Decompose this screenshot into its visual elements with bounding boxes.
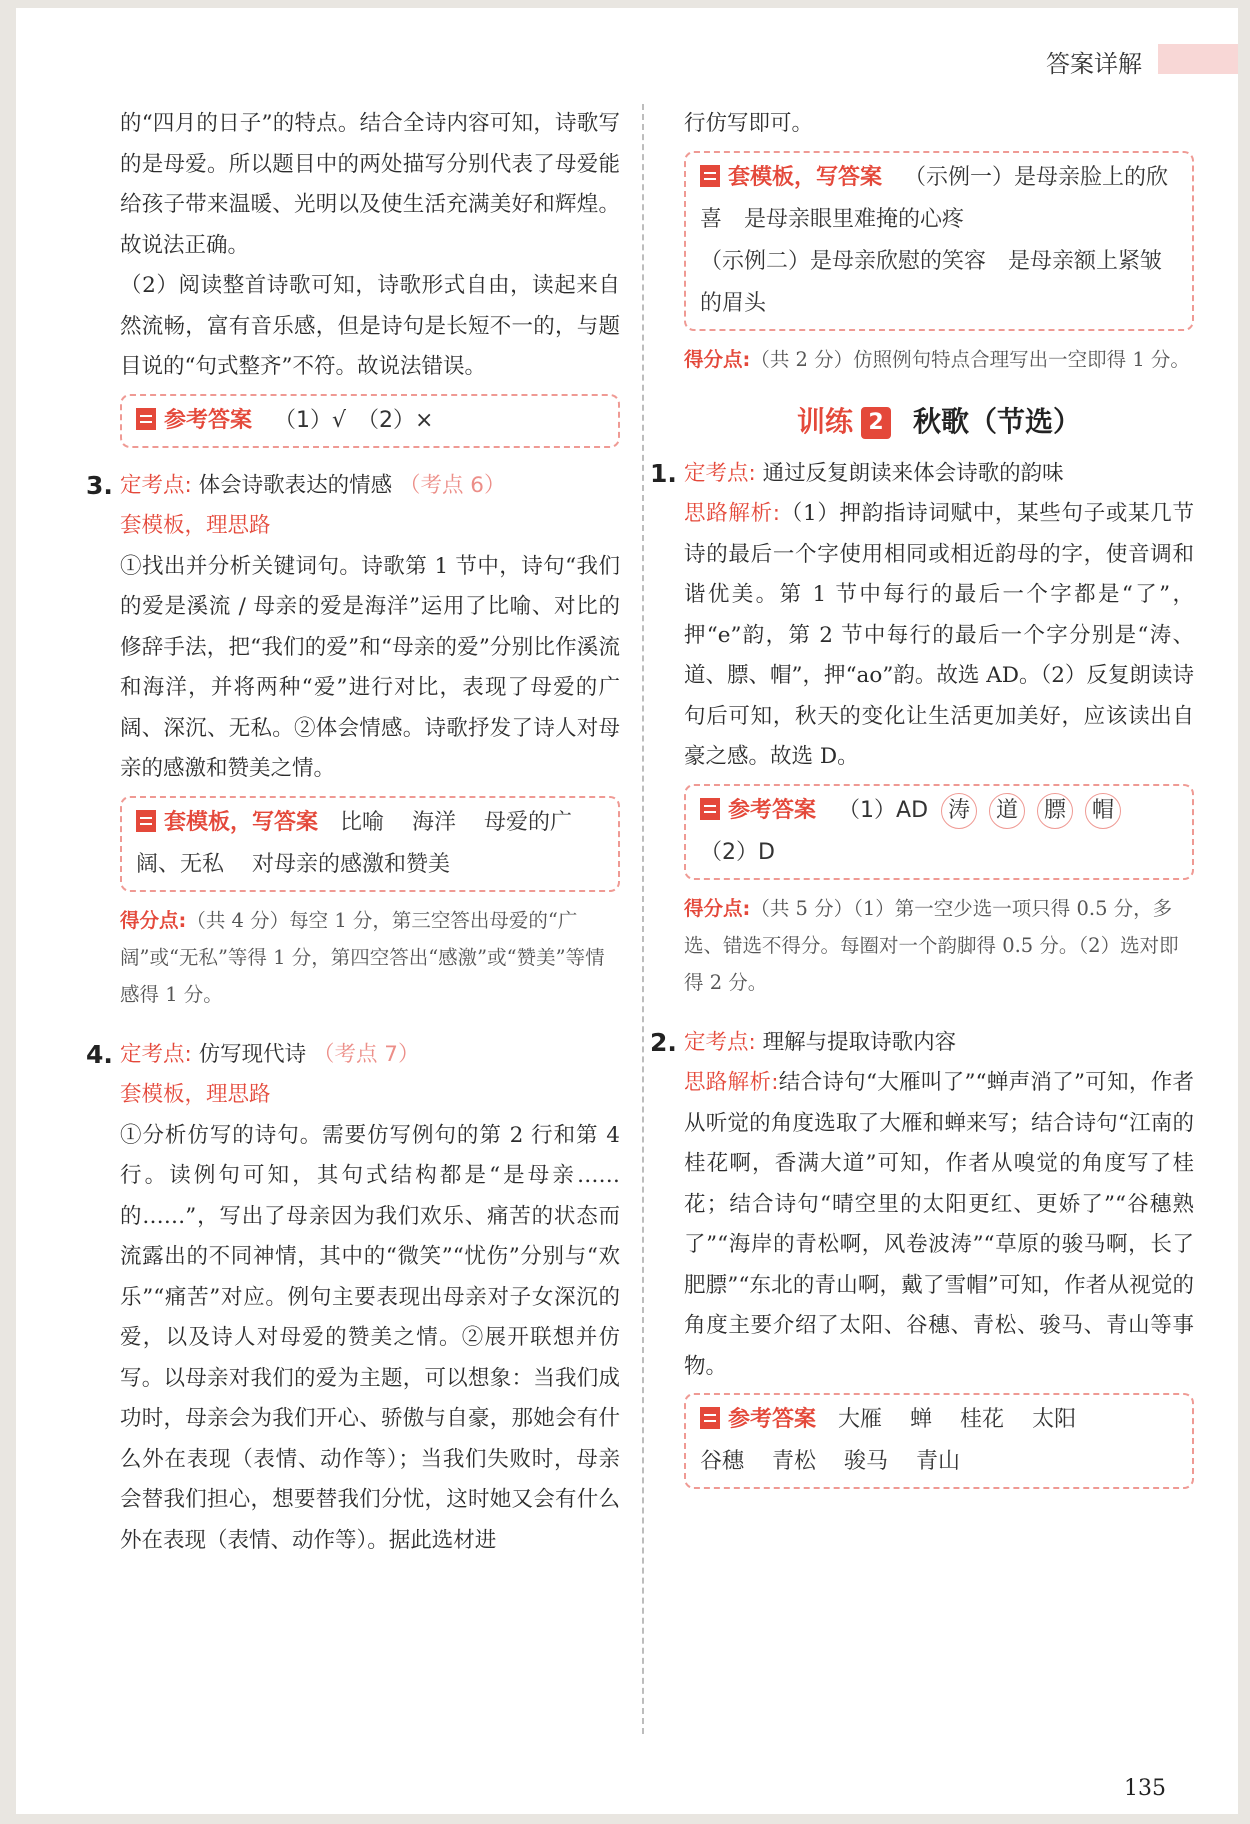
question-1-head (650, 454, 1194, 495)
answer-blank: 对母亲的感激和赞美 (252, 851, 451, 877)
question-3 (86, 466, 620, 1013)
question-number: 3. (86, 470, 113, 500)
answer-word: 骏马 (844, 1449, 889, 1474)
question-number: 2. (650, 1027, 677, 1057)
reference-answer-label: 参考答案 (728, 1407, 817, 1432)
question-number: 4. (86, 1039, 113, 1069)
answer-word: 谷穗 (700, 1449, 745, 1474)
analysis-text: （1）押韵指诗词赋中，某些句子或某几节诗的最后一个字使用相同或相近韵母的字，使音调和谐优美。第 1 节中每行的最后一个字都是“了”，押“e”韵，第 2 节中每行的最后一个字分别是“涛、道、膘、帽”，押“ao”韵。故选 AD。（2）反复朗读诗句后可知，秋天的变化让生活更加美好，应该读出自豪之感。故选 D。 (684, 501, 1194, 769)
kaodian-topic: 体会诗歌表达的情感 (198, 472, 393, 498)
circled-rhyme: 膘 (1037, 793, 1073, 829)
score-points (684, 890, 1194, 1001)
answer-word: 桂花 (960, 1407, 1005, 1432)
analysis (684, 494, 1194, 778)
question-1 (650, 454, 1194, 1001)
intro-paragraph-1: 的“四月的日子”的特点。结合全诗内容可知，诗歌写的是母爱。所以题目中的两处描写分别代表了母爱能给孩子带来温暖、光明以及使生活充满美好和辉煌。故说法正确。 (120, 111, 620, 258)
analysis (684, 1063, 1194, 1387)
reference-answer-box (684, 1393, 1194, 1489)
circled-rhyme: 帽 (1085, 793, 1121, 829)
section-title (684, 400, 1194, 444)
score-label: 得分点: (120, 908, 187, 932)
answer-word: 蝉 (910, 1407, 933, 1432)
question-3-head (86, 466, 620, 507)
answer-part-2: （2）D (700, 839, 775, 865)
answer-word: 太阳 (1032, 1407, 1077, 1432)
kaodian-label: 定考点: (684, 1029, 756, 1055)
section-main-title: 秋歌（节选） (913, 404, 1082, 438)
header-decor-bar (1158, 44, 1238, 74)
list-icon (136, 810, 156, 832)
score-text: （共 5 分）（1）第一空少选一项只得 0.5 分，多选、错选不得分。每圈对一个韵脚得 0.5 分。（2）选对即得 2 分。 (684, 896, 1179, 994)
list-icon (700, 165, 720, 187)
template-answer-label: 套模板，写答案 (164, 809, 319, 835)
question-4-head (86, 1035, 620, 1076)
kaodian-label: 定考点: (684, 460, 756, 486)
reference-answer-box (684, 784, 1194, 880)
kaodian-label: 定考点: (120, 1041, 192, 1067)
kaodian-label: 定考点: (120, 472, 192, 498)
left-column (86, 104, 620, 1561)
score-label: 得分点: (684, 347, 751, 371)
answer-blank: 比喻 (340, 809, 385, 835)
kaodian-ref: （考点 6） (398, 472, 506, 498)
question-number: 1. (650, 458, 677, 488)
right-column (650, 104, 1195, 1499)
reference-answer-text: （1）√ （2）× (274, 407, 434, 433)
kaodian-topic: 仿写现代诗 (198, 1041, 307, 1067)
kaodian-topic: 通过反复朗读来体会诗歌的韵味 (762, 460, 1064, 486)
answer-blank: 海洋 (412, 809, 457, 835)
template-answer-box (684, 151, 1194, 331)
question-4-body: ①分析仿写的诗句。需要仿写例句的第 2 行和第 4 行。读例句可知，其句式结构都是“是母亲……的……”，写出了母亲因为我们欢乐、痛苦的状态而流露出的不同神情，其中的“微笑”“忧伤”分别与“欢乐”“痛苦”对应。例句主要表现出母亲对子女深沉的爱，以及诗人对母爱的赞美之情。②展开联想并仿写。以母亲对我们的爱为主题，可以想象：当我们成功时，母亲会为我们开心、骄傲与自豪，那她会有什么外在表现（表情、动作等）；当我们失败时，母亲会替我们担心，想要替我们分忧，这时她又会有什么外在表现（表情、动作等）。据此选材进 (120, 1122, 620, 1553)
page-number: 135 (1124, 1776, 1166, 1801)
question-2-head (650, 1023, 1194, 1064)
example-2: （示例二）是母亲欣慰的笑容 是母亲额上紧皱的眉头 (700, 248, 1163, 316)
section-prefix: 训练 (796, 404, 853, 438)
question-4 (86, 1035, 620, 1562)
page (16, 8, 1238, 1814)
intro-paragraph-2: （2）阅读整首诗歌可知，诗歌形式自由，读起来自然流畅，富有音乐感，但是诗句是长短不一的，与题目说的“句式整齐”不符。故说法错误。 (120, 273, 620, 379)
answer-word: 青山 (916, 1449, 961, 1474)
reference-answer-label: 参考答案 (728, 797, 817, 823)
template-answer-label: 套模板，写答案 (728, 164, 883, 190)
circled-rhyme: 涛 (941, 793, 977, 829)
method-heading: 套模板，理思路 (120, 1082, 271, 1107)
column-divider (642, 104, 644, 1734)
score-text: （共 4 分）每空 1 分，第三空答出母爱的“广阔”或“无私”等得 1 分，第四空答出“感激”或“赞美”等情感得 1 分。 (120, 908, 605, 1006)
answer-part-1: （1）AD (838, 797, 929, 823)
continuation-text: 行仿写即可。 (684, 111, 814, 136)
question-2 (650, 1023, 1195, 1490)
score-label: 得分点: (684, 896, 751, 920)
list-icon (700, 798, 720, 820)
score-text: （共 2 分）仿照例句特点合理写出一空即得 1 分。 (750, 347, 1190, 371)
analysis-label: 思路解析: (684, 1070, 779, 1095)
template-answer-box (120, 796, 620, 892)
analysis-label: 思路解析: (684, 501, 781, 526)
question-3-body: ①找出并分析关键词句。诗歌第 1 节中，诗句“我们的爱是溪流 / 母亲的爱是海洋”运用了比喻、对比的修辞手法，把“我们的爱”和“母亲的爱”分别比作溪流和海洋，并将两种“爱”进行对比，表现了母爱的广阔、深沉、无私。②体会情感。诗歌抒发了诗人对母亲的感激和赞美之情。 (120, 553, 620, 781)
circled-rhyme: 道 (989, 793, 1025, 829)
answer-word: 青松 (772, 1449, 817, 1474)
reference-answer-box (120, 394, 620, 448)
section-number: 2 (861, 407, 891, 439)
answer-word: 大雁 (838, 1407, 883, 1432)
reference-answer-label: 参考答案 (164, 407, 253, 433)
score-points (120, 902, 620, 1013)
kaodian-topic: 理解与提取诗歌内容 (762, 1029, 957, 1055)
example-1: （示例一）是母亲脸上的欣喜 是母亲眼里难掩的心疼 (700, 164, 1169, 232)
header-title: 答案详解 (1046, 50, 1142, 78)
list-icon (700, 1407, 720, 1429)
kaodian-ref: （考点 7） (312, 1041, 420, 1067)
method-heading: 套模板，理思路 (120, 513, 271, 538)
answer-blank: 母爱的广阔、无私 (136, 809, 573, 877)
analysis-text: 结合诗句“大雁叫了”“蝉声消了”可知，作者从听觉的角度选取了大雁和蝉来写；结合诗句“江南的桂花啊，香满大道”可知，作者从嗅觉的角度写了桂花；结合诗句“晴空里的太阳更红、更娇了”“谷穗熟了”“海岸的青松啊，风卷波涛”“草原的骏马啊，长了肥膘”“东北的青山啊，戴了雪帽”可知，作者从视觉的角度主要介绍了太阳、谷穗、青松、骏马、青山等事物。 (684, 1070, 1195, 1379)
score-points (684, 341, 1194, 378)
list-icon (136, 408, 156, 430)
